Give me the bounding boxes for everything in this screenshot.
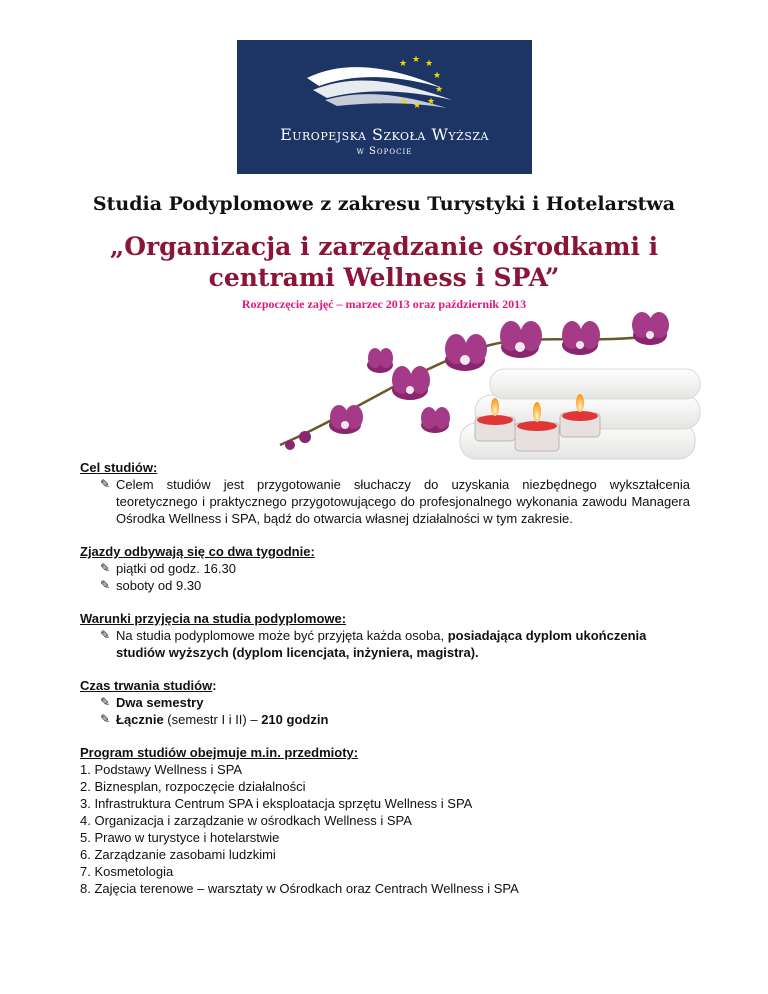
spa-hero-image (260, 305, 710, 475)
list-item: 4. Organizacja i zarządzanie w ośrodkach Wellness i SPA (80, 813, 412, 828)
list-item: 3. Infrastruktura Centrum SPA i eksploatacja sprzętu Wellness i SPA (80, 796, 473, 811)
section-goal (80, 459, 690, 527)
list-item: ✎ Dwa semestry (100, 695, 204, 710)
pencil-icon: ✎ (100, 695, 111, 709)
list-item: ✎ Na studia podyplomowe może być przyjęta każda osoba, posiadająca dyplom ukończenia studiów wyższych (dyplom licencjata, inżyniera, magistra). (100, 628, 647, 660)
list-item: 7. Kosmetologia (80, 864, 174, 879)
logo-school-city: w Sopocie (356, 146, 413, 157)
svg-text:★: ★ (413, 101, 422, 111)
pencil-icon: ✎ (100, 578, 111, 592)
logo-school-name: Europejska Szkoła Wyższa (280, 125, 489, 144)
pencil-icon: ✎ (100, 561, 111, 575)
list-item: 8. Zajęcia terenowe – warsztaty w Ośrodkach oraz Centrach Wellness i SPA (80, 881, 519, 896)
start-dates: Rozpoczęcie zajęć – marzec 2013 oraz październik 2013 (241, 297, 527, 311)
svg-text:★: ★ (433, 71, 442, 81)
svg-text:★: ★ (412, 55, 421, 65)
svg-text:★: ★ (435, 85, 444, 95)
section-admission-heading: Warunki przyjęcia na studia podyplomowe: (80, 611, 347, 626)
section-schedule-heading: Zjazdy odbywają się co dwa tygodnie: (80, 544, 315, 559)
list-item: 6. Zarządzanie zasobami ludzkimi (80, 847, 276, 862)
list-item: ✎ Celem studiów jest przygotowanie słuchaczy do uzyskania niezbędnego wykształcenia teoretycznego i praktycznego przygotowującego do profesjonalnego wykonania zawodu Managera Ośrodka Wellness i SPA, bądź do otwarcia własnej działalności w tym zakresie. (100, 477, 690, 526)
program-subtitle: Studia Podyplomowe z zakresu Turystyki i Hotelarstwa (92, 193, 676, 215)
svg-text:★: ★ (427, 97, 436, 107)
svg-text:★: ★ (425, 59, 434, 69)
pencil-icon: ✎ (100, 628, 111, 642)
svg-text:★: ★ (399, 59, 408, 69)
list-item: ✎ Łącznie (semestr I i II) – 210 godzin (100, 712, 329, 727)
program-details (80, 459, 690, 913)
section-program (80, 744, 690, 897)
section-program-heading: Program studiów obejmuje m.in. przedmioty: (80, 745, 359, 760)
list-item: ✎ soboty od 9.30 (100, 578, 202, 593)
section-duration (80, 677, 690, 728)
section-schedule (80, 543, 690, 594)
school-logo (237, 40, 532, 174)
section-goal-heading: Cel studiów: (80, 460, 158, 475)
section-admission (80, 610, 690, 661)
list-item: 2. Biznesplan, rozpoczęcie działalności (80, 779, 306, 794)
list-item: 1. Podstawy Wellness i SPA (80, 762, 243, 777)
list-item: ✎ piątki od godz. 16.30 (100, 561, 236, 576)
pencil-icon: ✎ (100, 477, 111, 491)
section-duration-heading: Czas trwania studiów: (80, 678, 217, 693)
pencil-icon: ✎ (100, 712, 111, 726)
svg-text:★: ★ (400, 97, 409, 107)
program-title: „Organizacja i zarządzanie ośrodkami i centrami Wellness i SPA” (109, 232, 659, 292)
list-item: 5. Prawo w turystyce i hotelarstwie (80, 830, 280, 845)
